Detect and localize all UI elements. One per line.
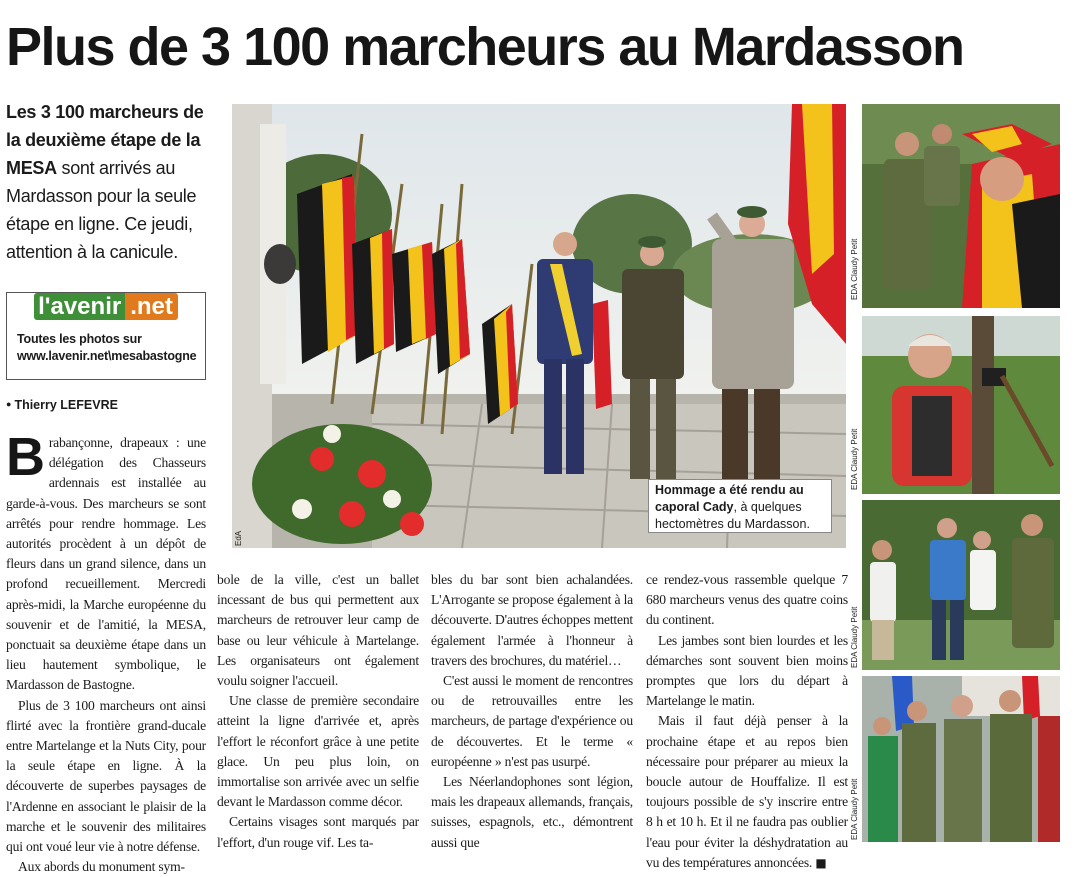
soldier-flag-illustration xyxy=(862,104,1060,308)
lead-paragraph xyxy=(6,98,218,266)
soldiers-march-illustration xyxy=(862,676,1060,842)
end-mark-icon: ■ xyxy=(815,855,827,870)
lead-bold: Les 3 100 marcheurs de la deuxième étape de la MESA xyxy=(6,102,204,178)
paragraph-text: Mais il faut déjà penser à la prochaine étape et au repos bien nécessaire pour préparer au mieux la boucle autour de Houffalize. Il est toujours possible de s'y inscrire entre 8 h et 10 h. Et il ne faudra pas oublier l'eau pour éviter la déshydratation au vu des températures annoncées. xyxy=(646,713,848,870)
body-column-2 xyxy=(217,570,419,853)
logo-right: .net xyxy=(125,293,178,320)
lead-rest: sont arrivés au Mardasson pour la seule étape en ligne. Ce jeudi, attention à la canicule. xyxy=(6,158,197,262)
body-paragraph: Certains visages sont marqués par l'effort, d'un rouge vif. Les ta- xyxy=(217,814,419,850)
body-column-1 xyxy=(6,427,206,877)
promo-line1: Toutes les photos sur xyxy=(17,332,142,346)
body-paragraph: Les jambes sont bien lourdes et les démarches sont souvent bien moins promptes que lors du départ à Martelange le matin. xyxy=(646,632,848,709)
body-paragraph: C'est aussi le moment de rencontres ou de retrouvailles entre les marcheurs, de partage d'expérience ou de découvertes. Et le terme « européenne » n'est pas usurpé. xyxy=(431,673,633,769)
author-name: Thierry LEFEVRE xyxy=(14,398,118,412)
side-photo-4-credit: EDA Claudy Petit xyxy=(850,778,859,840)
main-photo-caption xyxy=(648,479,832,533)
side-photo-1-credit: EDA Claudy Petit xyxy=(850,238,859,300)
main-photo-credit: EdA xyxy=(234,530,243,546)
body-paragraph xyxy=(646,711,848,873)
side-photo-2-credit: EDA Claudy Petit xyxy=(850,428,859,490)
side-photo-4 xyxy=(862,676,1060,842)
walkers-illustration xyxy=(862,500,1060,670)
body-paragraph: Aux abords du monument sym- xyxy=(18,859,185,875)
body-paragraph: Une classe de première secondaire atteint la ligne d'arrivée et, après l'effort le réconfort grâce à une petite glace. Un peu plus loin, on immortalise son arrivée avec un selfie devant le Mardasson comme décor. xyxy=(217,693,419,810)
caption-rest: , à quelques hectomètres du Mardasson. xyxy=(655,500,810,531)
body-paragraph: Plus de 3 100 marcheurs ont ainsi flirté avec la frontière grand-ducale entre Martelange et la Nuts City, pour la seule étape en ligne. À la découverte de superbes paysages de l'Ardenne en associant le plaisir de la marche et le souvenir des militaires qui ont voué leur vie à notre défense. xyxy=(6,697,206,855)
photographer-illustration xyxy=(862,316,1060,494)
body-paragraph: ce rendez-vous rassemble quelque 7 680 marcheurs venus des quatre coins du continent. xyxy=(646,572,848,628)
promo-url[interactable]: www.lavenir.net\mesabastogne xyxy=(17,349,197,363)
body-column-3 xyxy=(431,570,633,853)
body-paragraph: Les Néerlandophones sont légion, mais les drapeaux allemands, français, suisses, espagnols, etc., démontrent aussi que xyxy=(431,774,633,850)
paragraph-text: rabançonne, drapeaux : une délégation des Chasseurs ardennais est installée au garde-à-vous. Des marcheurs se sont arrêtés pour rendre hommage. Les autorités procèdent à un dépôt de fleurs dans un grand silence, dans un profond recueillement. Mercredi après-midi, la Marche européenne du souvenir et de l'amitié, la MESA, ponctuait sa deuxième étape dans un lieu hautement symbolique, le Mardasson de Bastogne. xyxy=(6,435,206,693)
caption-bold: Hommage a été rendu au caporal Cady xyxy=(655,483,804,514)
promo-box[interactable] xyxy=(6,292,206,380)
body-paragraph: bles du bar sont bien achalandées. L'Arrogante se propose également à la découverte. D'autres échoppes mettent également l'armée à l'honneur à travers des brochures, du matériel… xyxy=(431,572,633,668)
body-paragraph xyxy=(6,427,206,696)
side-photo-1 xyxy=(862,104,1060,308)
body-column-4 xyxy=(646,570,848,873)
side-photo-3 xyxy=(862,500,1060,670)
promo-text xyxy=(17,331,201,365)
drop-cap: B xyxy=(6,427,45,487)
body-paragraph: bole de la ville, c'est un ballet incessant de bus qui permettent aux marcheurs de retrouver leur camp de base ou leur véhicule à Martelange. Les organisateurs ont également voulu soigner l'accueil. xyxy=(217,572,419,689)
bullet-icon: ● xyxy=(6,399,12,409)
side-photo-2 xyxy=(862,316,1060,494)
byline xyxy=(6,398,118,412)
side-photo-3-credit: EDA Claudy Petit xyxy=(850,606,859,668)
lavenir-logo xyxy=(31,293,181,321)
logo-left: l'avenir xyxy=(34,293,125,320)
headline: Plus de 3 100 marcheurs au Mardasson xyxy=(6,17,964,77)
